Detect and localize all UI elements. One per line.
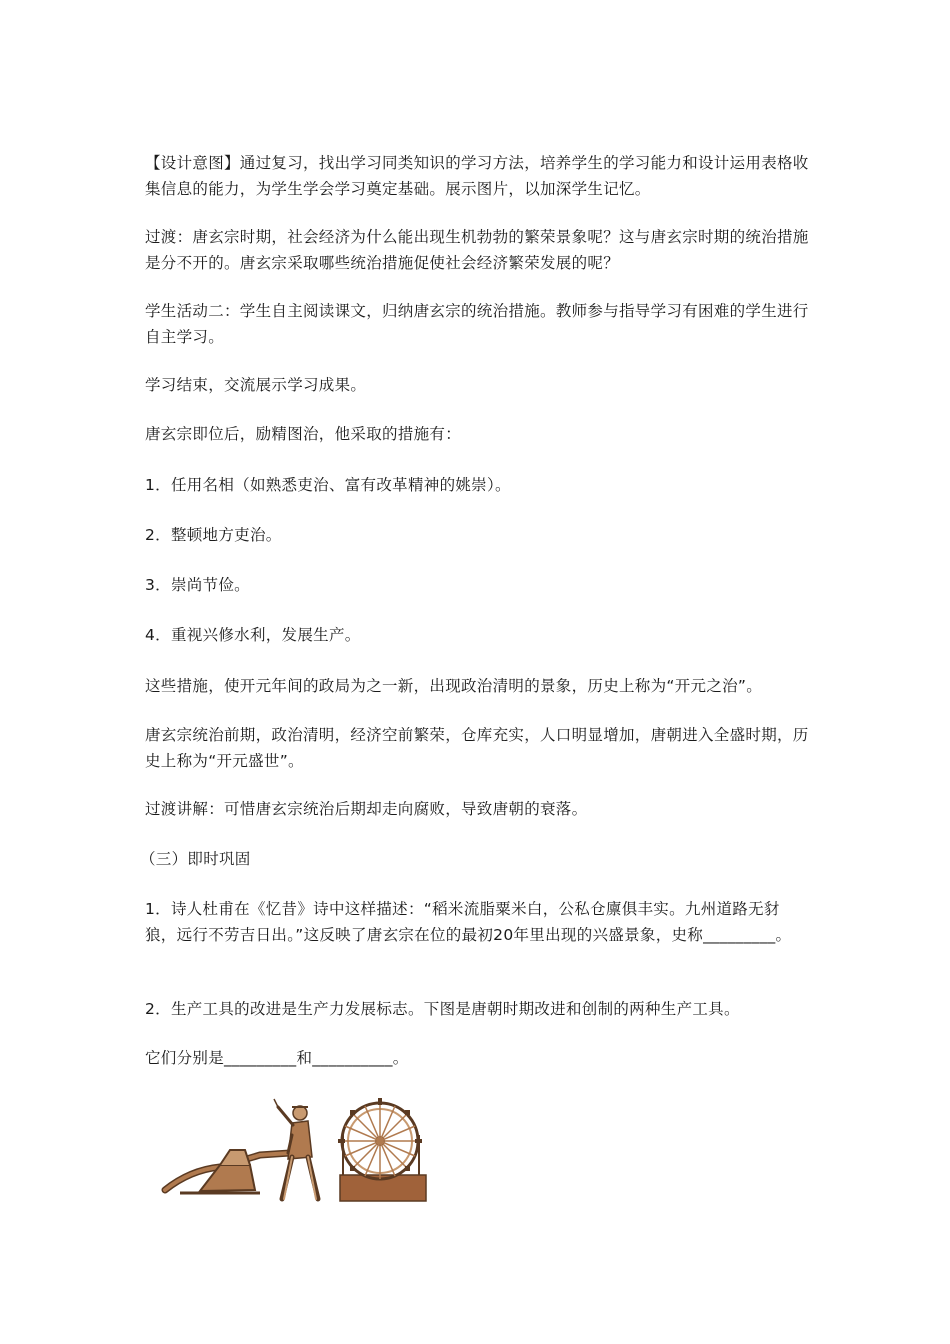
kaiyuan-zhizhi-paragraph: 这些措施，使开元年间的政局为之一新，出现政治清明的景象，历史上称为“开元之治”。	[145, 677, 763, 695]
transition-paragraph-2: 过渡讲解：可惜唐玄宗统治后期却走向腐败，导致唐朝的衰落。	[145, 800, 588, 818]
measure-item-4: 4．重视兴修水利，发展生产。	[145, 626, 361, 644]
question-2-answer-line: 它们分别是_________和__________。	[145, 1049, 409, 1067]
section-heading-3: （三）即时巩固	[140, 850, 251, 868]
question-1-paragraph: 1．诗人杜甫在《忆昔》诗中这样描述：“稻米流脂粟米白，公私仓廪俱丰实。九州道路无豺狼，远行不劳吉日出。”这反映了唐玄宗在位的最初20年里出现的兴盛景象，史称_________。	[145, 900, 792, 944]
kaiyuan-shengshi-paragraph: 唐玄宗统治前期，政治清明，经济空前繁荣，仓库充实，人口明显增加，唐朝进入全盛时期，历史上称为“开元盛世”。	[145, 726, 809, 770]
question-2-paragraph: 2．生产工具的改进是生产力发展标志。下图是唐朝时期改进和创制的两种生产工具。	[145, 1000, 740, 1018]
measure-item-3: 3．崇尚节俭。	[145, 576, 250, 594]
plow-farmer-illustration	[160, 1095, 330, 1205]
production-tools-figures	[160, 1095, 430, 1205]
student-activity-2-paragraph: 学生活动二：学生自主阅读课文，归纳唐玄宗的统治措施。教师参与指导学习有困难的学生进行自主学习。	[145, 302, 809, 346]
measure-item-2: 2．整顿地方吏治。	[145, 526, 282, 544]
measures-intro-paragraph: 唐玄宗即位后，励精图治，他采取的措施有：	[145, 425, 462, 443]
waterwheel-illustration	[335, 1095, 430, 1205]
transition-paragraph-1: 过渡：唐玄宗时期，社会经济为什么能出现生机勃勃的繁荣景象呢？这与唐玄宗时期的统治措施是分不开的。唐玄宗采取哪些统治措施促使社会经济繁荣发展的呢？	[145, 228, 809, 272]
measure-item-1: 1．任用名相（如熟悉吏治、富有改革精神的姚崇）。	[145, 476, 511, 494]
study-end-paragraph: 学习结束，交流展示学习成果。	[145, 376, 367, 394]
design-intent-paragraph: 【设计意图】通过复习，找出学习同类知识的学习方法，培养学生的学习能力和设计运用表格收集信息的能力，为学生学会学习奠定基础。展示图片，以加深学生记忆。	[145, 154, 809, 198]
